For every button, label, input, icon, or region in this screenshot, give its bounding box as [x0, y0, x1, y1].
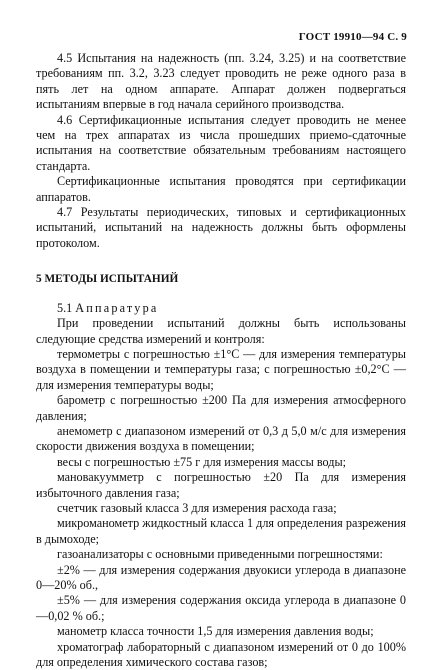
- clause-4-7: 4.7 Результаты периодических, типовых и сертификационных испытаний, испытаний на надежность должны быть оформлены протоколом.: [36, 205, 406, 250]
- list-item: газоанализаторы с основными приведенными погрешностями:: [57, 547, 383, 562]
- list-item: ±5% — для измерения содержания оксида углерода в диапазоне 0—0,02 % об.;: [36, 593, 406, 623]
- clause-4-6: 4.6 Сертификационные испытания следует проводить не менее чем на трех аппаратах из числа прошедших приемо-сдаточные испытания на соответствие обязательным требованиям настоящего стандарта.: [36, 112, 406, 173]
- list-item: ±2% — для измерения содержания двуокиси углерода в диапазоне 0—20% об.,: [36, 562, 406, 592]
- subsection-number: 5.1: [57, 300, 73, 315]
- list-item: анемометр с диапазоном измерений от 0,3 д 5,0 м/с для измерения скорости движения воздуха в помещении;: [36, 423, 406, 454]
- list-item: счетчик газовый класса 3 для измерения расхода газа;: [57, 500, 337, 515]
- list-item: микроманометр жидкостный класса 1 для определения разрежения в дымоходе;: [36, 516, 406, 546]
- clause-4-5: 4.5 Испытания на надежность (пп. 3.24, 3.25) и на соответствие требованиям пп. 3.2, 3.23 следует проводить не реже одного раза в пять лет на одном аппарате. Аппарат должен подвергаться испытаниям впервые в год начала серийного производства.: [36, 51, 406, 112]
- clause-4-6-note: Сертификационные испытания проводятся при сертификации аппаратов.: [36, 174, 406, 204]
- list-item: манометр класса точности 1,5 для измерения давления воды;: [57, 624, 374, 639]
- list-item: барометр с погрешностью ±200 Па для измерения атмосферного давления;: [36, 393, 406, 423]
- list-item: термометры с погрешностью ±1°С — для измерения температуры воздуха в помещении и температуры газа; с погрешностью ±0,2°С — для измерения температуры воды;: [36, 346, 406, 392]
- subsection-title: Аппаратура: [75, 300, 159, 315]
- list-item: хроматограф лабораторный с диапазоном измерений от 0 до 100% для определения химического состава газов;: [36, 639, 406, 670]
- list-item: весы с погрешностью ±75 г для измерения массы воды;: [57, 454, 347, 469]
- subsection-intro: При проведении испытаний должны быть использованы следующие средства измерений и контроля:: [36, 316, 406, 346]
- list-item: мановакуумметр с погрешностью ±20 Па для измерения избыточного давления газа;: [36, 470, 406, 500]
- subsection-heading: [36, 301, 406, 316]
- section-title: 5 МЕТОДЫ ИСПЫТАНИЙ: [36, 273, 179, 286]
- document-body: [36, 51, 406, 670]
- page-header: ГОСТ 19910—94 С. 9: [298, 31, 407, 43]
